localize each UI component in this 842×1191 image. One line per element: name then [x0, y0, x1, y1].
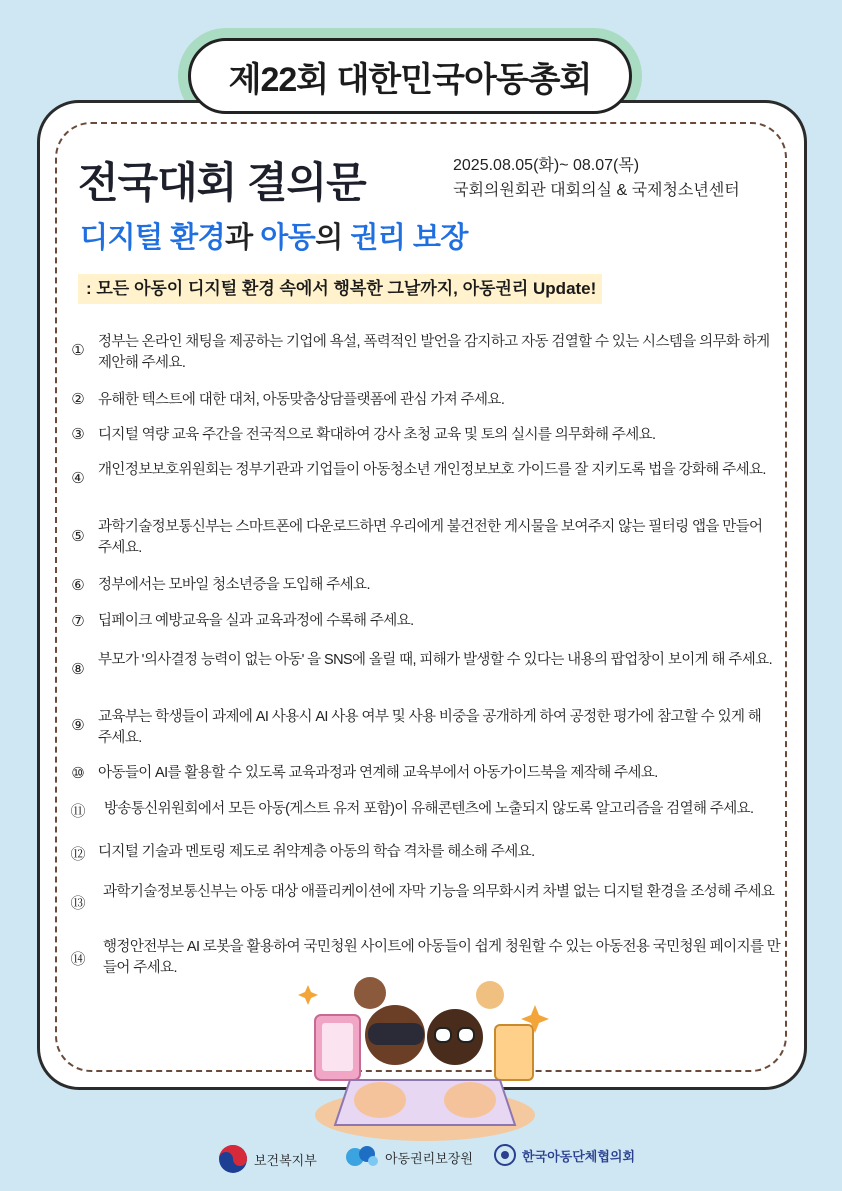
event-date: 2025.08.05(화)~ 08.07(목) [453, 157, 640, 174]
logo-council [494, 1144, 635, 1166]
subtitle-part3: 아동 [260, 222, 316, 254]
glasses-icon [458, 1028, 474, 1042]
list-item: 정부는 온라인 채팅을 제공하는 기업에 욕설, 폭력적인 발언을 감지하고 자동 검열할 수 있는 시스템을 의무화 하게 제안해 주세요. [98, 334, 770, 371]
list-item: 정부에서는 모바일 청소년증을 도입해 주세요. [98, 577, 370, 593]
subtitle [80, 215, 468, 256]
item-number: ④ [71, 470, 85, 487]
item-number: ⑭ [70, 951, 86, 968]
item-number: ② [71, 391, 85, 408]
list-item: 과학기술정보통신부는 아동 대상 애플리케이션에 자막 기능을 의무화시켜 차별 없는 디지털 환경을 조성해 주세요 [103, 884, 775, 900]
item-number: ⑨ [71, 717, 85, 734]
item-number: ⑦ [71, 613, 85, 630]
list-item: 방송통신위원회에서 모든 아동(게스트 유저 포함)이 유해콘텐츠에 노출되지 않도록 알고리즘을 검열해 주세요. [104, 801, 754, 817]
item-number: ⑤ [71, 528, 85, 545]
item-number: ⑥ [71, 577, 85, 594]
page-heading: 전국대회 결의문 [78, 159, 366, 206]
hand-icon [444, 1082, 496, 1118]
subtitle-part1: 디지털 환경 [80, 222, 226, 254]
dashed-border [55, 122, 787, 1072]
item-number: ⑧ [71, 661, 85, 678]
logo-ministry [218, 1144, 317, 1174]
council-logo-icon [494, 1144, 516, 1166]
phone-icon [495, 1025, 533, 1080]
children-vr-illustration [290, 965, 560, 1145]
tablet-screen [322, 1023, 353, 1071]
logo-ncrc-text: 아동권리보장원 [385, 1150, 473, 1166]
glasses-icon [435, 1028, 451, 1042]
event-info [453, 153, 740, 203]
list-item: 행정안전부는 AI 로봇을 활용하여 국민청원 사이트에 아동들이 쉽게 청원할 수 있는 아동전용 국민청원 페이지를 만들어 주세요. [103, 939, 781, 976]
child-rights-logo-icon [345, 1144, 379, 1170]
child-head-icon [476, 981, 504, 1009]
list-item: 과학기술정보통신부는 스마트폰에 다운로드하면 우리에게 불건전한 게시물을 보여주지 않는 필터링 앱을 만들어 주세요. [98, 519, 763, 556]
list-item: 아동들이 AI를 활용할 수 있도록 교육과정과 연계해 교육부에서 아동가이드북을 제작해 주세요. [98, 765, 658, 781]
item-number: ⑫ [70, 846, 86, 863]
item-number: ① [71, 342, 85, 359]
item-number: ③ [71, 426, 85, 443]
list-item: 유해한 텍스트에 대한 대처, 아동맞춤상담플랫폼에 관심 가져 주세요. [98, 392, 505, 408]
list-item: 부모가 '의사결정 능력이 없는 아동' 을 SNS에 올릴 때, 피해가 발생할 수 있다는 내용의 팝업창이 보이게 해 주세요. [98, 652, 772, 668]
item-number: ⑪ [70, 803, 86, 820]
list-item: 디지털 기술과 멘토링 제도로 취약계층 아동의 학습 격차를 해소해 주세요. [98, 844, 535, 860]
subtitle-part5: 권리 보장 [350, 222, 468, 254]
list-item: 디지털 역량 교육 주간을 전국적으로 확대하여 강사 초청 교육 및 토의 실시를 의무화해 주세요. [98, 427, 656, 443]
child-head-icon [354, 977, 386, 1009]
vr-headset-icon [368, 1023, 424, 1045]
subtitle-part4: 의 [315, 222, 351, 254]
poster-title: 제22회 대한민국아동총회 [188, 38, 632, 114]
list-item: 개인정보보호위원회는 정부기관과 기업들이 아동청소년 개인정보보호 가이드를 잘 지키도록 법을 강화해 주세요. [98, 462, 766, 478]
list-item: 교육부는 학생들이 과제에 AI 사용시 AI 사용 여부 및 사용 비중을 공개하게 하여 공정한 평가에 참고할 수 있게 해 주세요. [98, 709, 762, 746]
item-number: ⑩ [71, 765, 85, 782]
slogan: : 모든 아동이 디지털 환경 속에서 행복한 그날까지, 아동권리 Update! [78, 274, 602, 304]
logo-ministry-text: 보건복지부 [254, 1152, 317, 1168]
subtitle-part2: 과 [225, 222, 261, 254]
hand-icon [354, 1082, 406, 1118]
logo-ncrc [345, 1144, 473, 1170]
event-venue: 국회의원회관 대회의실 & 국제청소년센터 [453, 182, 740, 199]
taegeuk-icon [218, 1144, 248, 1174]
sparkle-icon [298, 985, 318, 1005]
logo-council-text: 한국아동단체협의회 [522, 1148, 636, 1164]
list-item: 딥페이크 예방교육을 실과 교육과정에 수록해 주세요. [98, 613, 414, 629]
item-number: ⑬ [70, 895, 86, 912]
footer-logos [0, 1140, 842, 1180]
